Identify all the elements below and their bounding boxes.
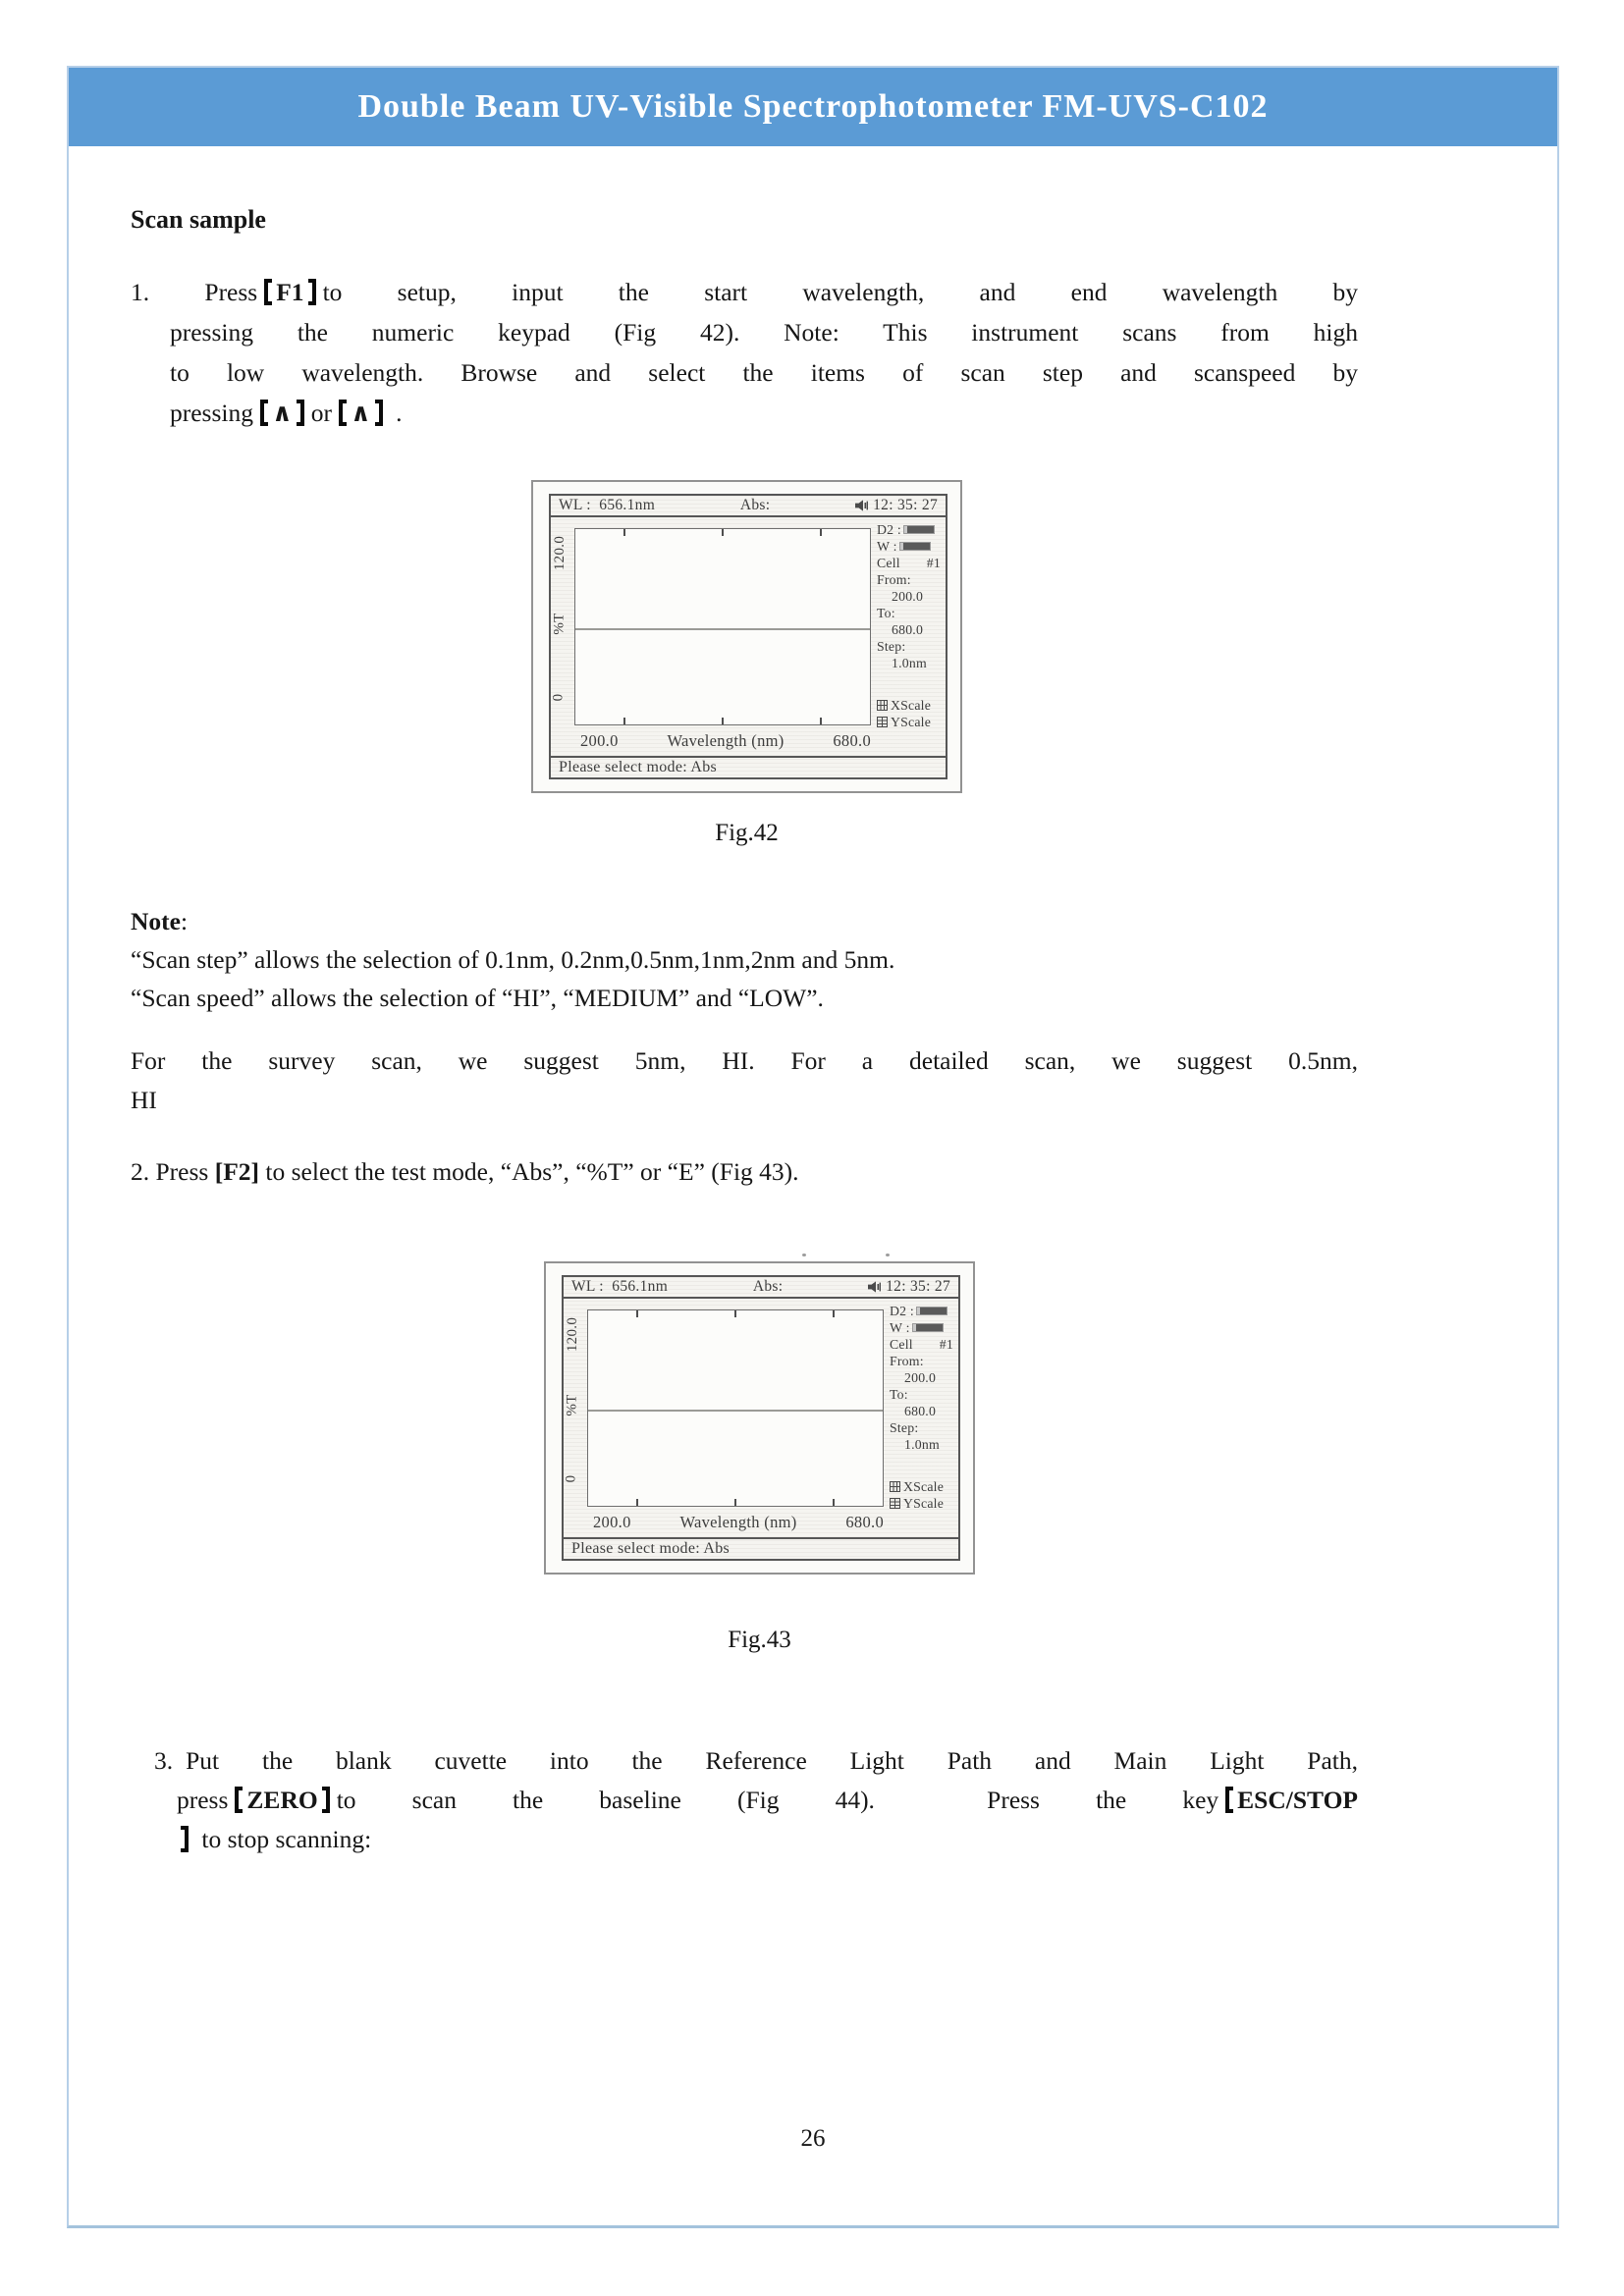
baseline-trace xyxy=(575,628,870,630)
to-value: 680.0 xyxy=(892,622,924,637)
lenticular-bracket-right-icon xyxy=(297,400,304,426)
lcd-header-bar xyxy=(551,496,946,517)
yscale-row: YScale xyxy=(877,714,944,730)
yscale-grid-icon xyxy=(877,717,888,727)
y-axis-label-top: 120.0 xyxy=(565,1316,581,1353)
lcd-status-bar: Please select mode: Abs xyxy=(564,1537,958,1559)
xscale-row: XScale xyxy=(890,1478,956,1495)
note-line-2: “Scan speed” allows the selection of “HI”, “MEDIUM” and “LOW”. xyxy=(131,984,824,1012)
step-label: Step: xyxy=(877,639,906,654)
x-min-label: 200.0 xyxy=(593,1513,631,1531)
lenticular-bracket-right-icon xyxy=(308,279,316,305)
axis-tick xyxy=(636,1310,638,1317)
d2-lamp-row: D2 : xyxy=(877,521,944,538)
axis-tick xyxy=(636,1499,638,1506)
lenticular-bracket-right-icon xyxy=(375,400,383,426)
to-value: 680.0 xyxy=(904,1404,937,1418)
page-frame xyxy=(67,66,1559,2228)
d2-lamp-row: D2 : xyxy=(890,1303,956,1319)
key-up-arrow xyxy=(253,399,311,427)
speaker-icon xyxy=(868,1281,881,1293)
axis-tick xyxy=(722,529,724,536)
key-up-arrow-label: ∧ xyxy=(350,399,371,427)
page-title: Double Beam UV-Visible Spectrophotometer FM-UVS-C102 xyxy=(357,88,1269,125)
lcd-main-area xyxy=(551,517,946,756)
y-axis-label-unit: %T xyxy=(551,613,568,635)
step-3-paragraph xyxy=(131,1741,1358,1859)
speaker-icon xyxy=(855,500,868,511)
from-label: From: xyxy=(877,572,911,587)
x-axis-title: Wavelength (nm) xyxy=(679,1513,797,1531)
step-1-line-1: 1. Press F1 to setup, input the start wavelength, and end wavelength by xyxy=(131,278,1358,306)
scan-artifact-dot xyxy=(802,1254,806,1256)
key-up-arrow-label: ∧ xyxy=(272,399,293,427)
lenticular-bracket-left-icon xyxy=(260,400,268,426)
step-value: 1.0nm xyxy=(904,1437,940,1452)
step-value: 1.0nm xyxy=(892,656,927,670)
lenticular-bracket-left-icon xyxy=(235,1787,243,1813)
cell-row: Cell #1 xyxy=(890,1337,953,1352)
step-1-line-4: pressing ∧ or ∧ . xyxy=(170,399,403,427)
step-3-line-2: press ZERO to scan the baseline (Fig 44). Press the key ESC/STOP xyxy=(177,1786,1358,1814)
y-axis-label-unit: %T xyxy=(564,1394,580,1416)
step-label: Step: xyxy=(890,1420,919,1435)
axis-tick xyxy=(833,1499,835,1506)
axis-tick xyxy=(820,529,822,536)
from-label: From: xyxy=(890,1354,924,1368)
key-esc-stop-label: ESC/STOP xyxy=(1237,1786,1358,1814)
lcd-side-panel xyxy=(877,521,944,730)
lenticular-bracket-left-icon xyxy=(264,279,272,305)
cell-row: Cell #1 xyxy=(877,556,941,570)
lenticular-bracket-right-icon xyxy=(181,1826,189,1852)
step-1-line-2: pressing the numeric keypad (Fig 42). Note: This instrument scans from high xyxy=(170,318,1358,347)
header-banner xyxy=(69,68,1557,146)
axis-tick xyxy=(820,718,822,724)
from-value: 200.0 xyxy=(904,1370,937,1385)
fig43-lcd-screen xyxy=(562,1275,960,1561)
axis-tick xyxy=(833,1310,835,1317)
lenticular-bracket-left-icon xyxy=(1225,1787,1233,1813)
lenticular-bracket-left-icon xyxy=(339,400,347,426)
wavelength-readout: WL : 656.1nm xyxy=(559,497,656,513)
wavelength-readout: WL : 656.1nm xyxy=(571,1278,669,1295)
lcd-side-panel xyxy=(890,1303,956,1512)
w-lamp-level-bar xyxy=(899,542,931,551)
fig42-frame xyxy=(531,480,962,793)
survey-paragraph xyxy=(131,1041,1358,1120)
key-esc-stop xyxy=(1218,1786,1358,1814)
d2-lamp-level-bar xyxy=(903,525,935,534)
w-lamp-row: W : xyxy=(890,1319,956,1336)
survey-line-2: HI xyxy=(131,1086,157,1114)
step-1-line-3: to low wavelength. Browse and select the items of scan step and scanspeed by xyxy=(170,358,1358,387)
key-esc-stop-close xyxy=(177,1825,195,1853)
note-label: Note xyxy=(131,907,181,935)
note-heading-line: Note: xyxy=(131,907,189,935)
baseline-trace xyxy=(588,1410,883,1412)
x-max-label: 680.0 xyxy=(833,731,871,750)
fig43-caption: Fig.43 xyxy=(728,1627,791,1653)
x-axis-labels xyxy=(574,731,871,751)
lcd-status-bar: Please select mode: Abs xyxy=(551,756,946,777)
xscale-grid-icon xyxy=(877,700,888,711)
clock-readout: 12: 35: 27 xyxy=(855,497,938,514)
to-label: To: xyxy=(877,606,895,620)
yscale-grid-icon xyxy=(890,1498,900,1509)
to-label: To: xyxy=(890,1387,908,1402)
mode-readout: Abs: xyxy=(739,497,771,513)
list-marker: 3. xyxy=(154,1746,174,1775)
axis-tick xyxy=(722,718,724,724)
x-axis-labels xyxy=(587,1513,884,1532)
scan-artifact-dot xyxy=(886,1254,890,1256)
x-max-label: 680.0 xyxy=(845,1513,884,1531)
plot-area xyxy=(587,1309,884,1507)
x-axis-title: Wavelength (nm) xyxy=(667,731,785,750)
key-f1 xyxy=(257,278,322,306)
y-axis-label-bottom: 0 xyxy=(563,1474,579,1483)
survey-line-1: For the survey scan, we suggest 5nm, HI. For a detailed scan, we suggest 0.5nm, xyxy=(131,1046,1358,1075)
lcd-header-bar xyxy=(564,1277,958,1299)
y-axis-label-top: 120.0 xyxy=(552,535,568,571)
page-number: 26 xyxy=(800,2125,826,2152)
lcd-main-area xyxy=(564,1299,958,1537)
axis-tick xyxy=(623,529,625,536)
d2-lamp-level-bar xyxy=(916,1307,947,1315)
from-value: 200.0 xyxy=(892,589,924,604)
x-min-label: 200.0 xyxy=(580,731,619,750)
lenticular-bracket-right-icon xyxy=(322,1787,330,1813)
fig42-caption: Fig.42 xyxy=(715,820,779,846)
axis-tick xyxy=(623,718,625,724)
axis-tick xyxy=(734,1499,736,1506)
axis-tick xyxy=(734,1310,736,1317)
fig43-frame xyxy=(544,1261,975,1575)
step-2-line: 2. Press [F2] to select the test mode, “Abs”, “%T” or “E” (Fig 43). xyxy=(131,1157,799,1186)
key-f2-label: [F2] xyxy=(214,1157,260,1186)
w-lamp-row: W : xyxy=(877,538,944,555)
key-zero-label: ZERO xyxy=(246,1786,318,1814)
key-f1-label: F1 xyxy=(276,278,304,306)
plot-area xyxy=(574,528,871,725)
step-3-line-3: to stop scanning: xyxy=(131,1820,1358,1859)
w-lamp-level-bar xyxy=(912,1323,944,1332)
section-heading: Scan sample xyxy=(131,205,266,234)
fig42-lcd-screen xyxy=(549,494,947,779)
mode-readout: Abs: xyxy=(752,1278,784,1295)
clock-readout: 12: 35: 27 xyxy=(868,1278,950,1296)
xscale-grid-icon xyxy=(890,1481,900,1492)
yscale-row: YScale xyxy=(890,1495,956,1512)
key-up-arrow xyxy=(332,399,390,427)
step-1-paragraph xyxy=(131,272,1358,433)
step-2-paragraph xyxy=(131,1152,1358,1192)
xscale-row: XScale xyxy=(877,697,944,714)
step-3-line-1: 3. Put the blank cuvette into the Reference Light Path and Main Light Path, xyxy=(154,1746,1358,1775)
note-paragraph xyxy=(131,902,1358,1017)
key-zero xyxy=(228,1786,336,1814)
note-line-1: “Scan step” allows the selection of 0.1nm, 0.2nm,0.5nm,1nm,2nm and 5nm. xyxy=(131,945,895,974)
y-axis-label-bottom: 0 xyxy=(550,693,567,702)
